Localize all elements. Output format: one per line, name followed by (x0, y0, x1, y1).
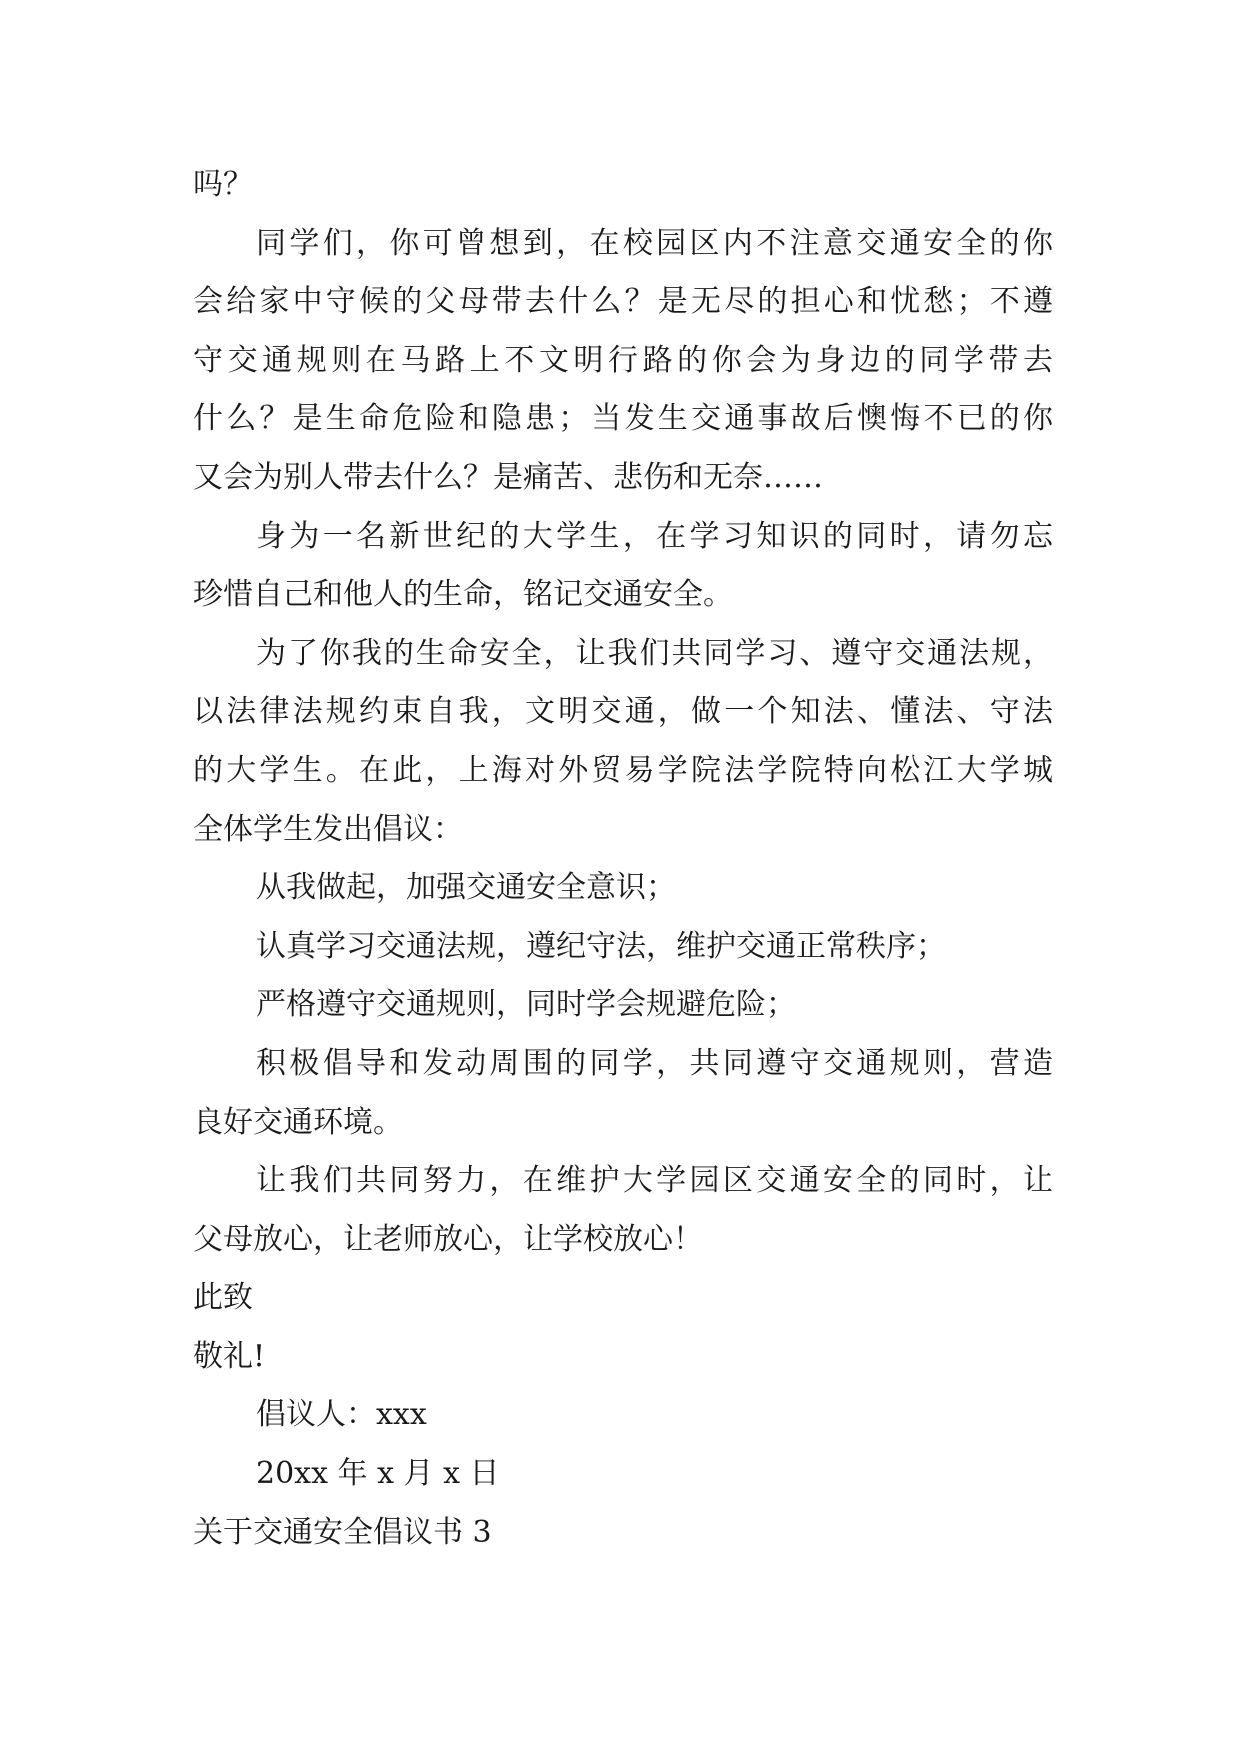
closing-salutation: 此致 (193, 1280, 253, 1316)
paragraph-line: 会给家中守候的父母带去什么？是无尽的担心和忧愁；不遵 (193, 284, 1053, 320)
paragraph-line: 的大学生。在此，上海对外贸易学院法学院特向松江大学城 (193, 752, 1053, 788)
section-title: 关于交通安全倡议书 3 (193, 1514, 492, 1550)
closing-regards: 敬礼! (193, 1338, 266, 1374)
paragraph-line: 同学们，你可曾想到，在校园区内不注意交通安全的你 (256, 225, 1053, 261)
document-body (193, 156, 1053, 1562)
paragraph-line: 父母放心，让老师放心，让学校放心！ (193, 1221, 703, 1257)
paragraph-line: 又会为别人带去什么？是痛苦、悲伤和无奈…… (193, 459, 823, 495)
proposal-item: 认真学习交通法规，遵纪守法，维护交通正常秩序； (256, 928, 946, 964)
signature-date: 20xx 年 x 月 x 日 (256, 1456, 500, 1492)
proposal-item: 从我做起，加强交通安全意识； (256, 870, 676, 906)
paragraph-line: 吗？ (193, 167, 253, 202)
paragraph-line: 全体学生发出倡议： (193, 811, 463, 847)
paragraph-line: 珍惜自己和他人的生命，铭记交通安全。 (193, 577, 733, 613)
paragraph-line: 守交通规则在马路上不文明行路的你会为身边的同学带去 (193, 342, 1053, 378)
proposal-item: 积极倡导和发动周围的同学，共同遵守交通规则，营造 (256, 1045, 1053, 1081)
paragraph-line: 什么？是生命危险和隐患；当发生交通事故后懊悔不已的你 (193, 401, 1053, 437)
proposal-item: 严格遵守交通规则，同时学会规避危险； (256, 987, 796, 1023)
paragraph-line: 为了你我的生命安全，让我们共同学习、遵守交通法规， (256, 635, 1053, 671)
paragraph-line: 让我们共同努力，在维护大学园区交通安全的同时，让 (256, 1163, 1053, 1199)
signature-name: 倡议人：xxx (256, 1397, 427, 1433)
paragraph-line: 以法律法规约束自我，文明交通，做一个知法、懂法、守法 (193, 694, 1053, 730)
proposal-item: 良好交通环境。 (193, 1104, 403, 1140)
paragraph-line: 身为一名新世纪的大学生，在学习知识的同时，请勿忘 (256, 518, 1053, 554)
